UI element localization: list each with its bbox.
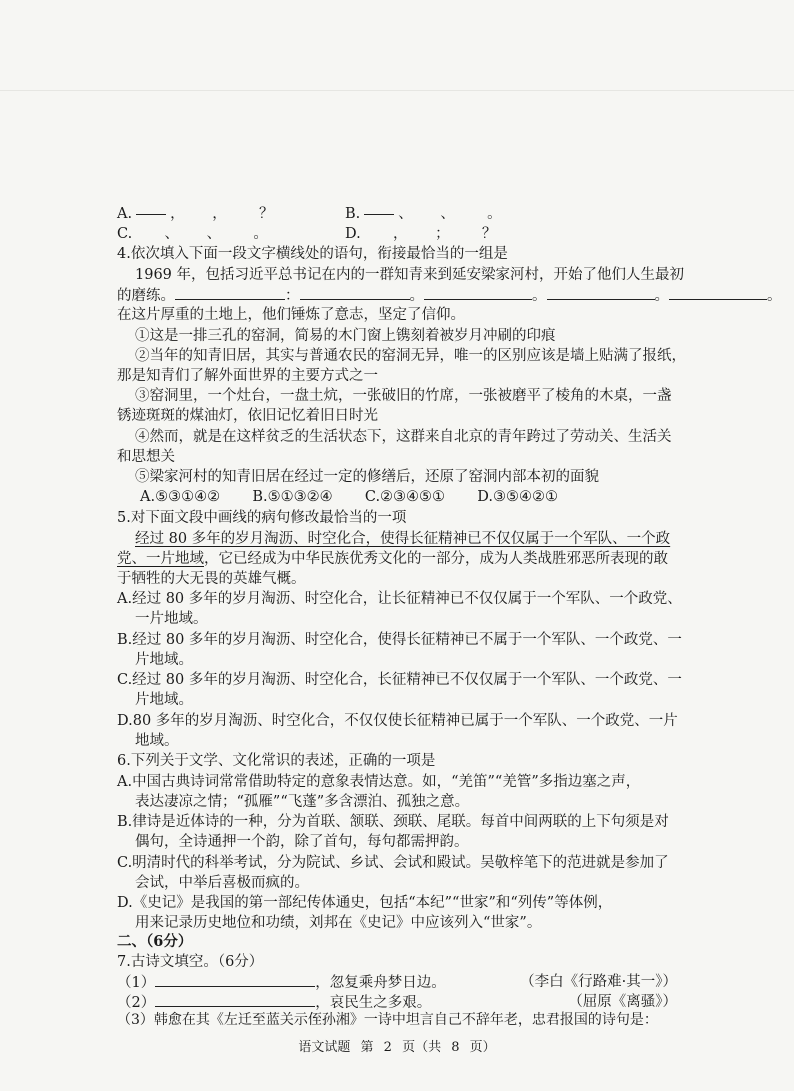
q5-option-b1: B.经过 80 多年的岁月淘沥、时空化合，使得长征精神已不属于一个军队、一个政党、一 bbox=[117, 632, 682, 648]
q4-text-e: 。 bbox=[654, 288, 669, 304]
q4-text-c: 。 bbox=[409, 288, 424, 304]
q6-stem: 6.下列关于文学、文化常识的表述，正确的一项是 bbox=[117, 753, 436, 769]
option-c-text: C. 、 、 。 bbox=[117, 226, 268, 242]
q4-sentence-2b: 那是知青们了解外面世界的主要方式之一 bbox=[117, 368, 378, 384]
q4-text-b: ： bbox=[285, 288, 300, 304]
section-heading-2: 二、（6分） bbox=[117, 933, 193, 950]
q7-line-2-source: （屈原《离骚》） bbox=[568, 994, 677, 1010]
q6-option-a1: A.中国古典诗词常常借助特定的意象表情达意。如，“羌笛”“羌管”多指边塞之声， bbox=[117, 774, 641, 790]
q4-blank-3[interactable] bbox=[424, 285, 532, 300]
q4-para-line3: 在这片厚重的土地上，他们锤炼了意志，坚定了信仰。 bbox=[117, 307, 465, 323]
footer-page-number: 第 2 页（共 8 页） bbox=[360, 1040, 496, 1055]
footer-subject: 语文试题 bbox=[298, 1040, 351, 1055]
q4-sentence-1: ①这是一排三孔的窑洞，简易的木门窗上镌刻着被岁月冲刷的印痕 bbox=[135, 328, 556, 344]
option-a-dash bbox=[136, 214, 166, 215]
q7-stem: 7.古诗文填空。（6分） bbox=[117, 954, 264, 970]
q5-option-c2: 片地域。 bbox=[135, 692, 193, 708]
q4-text-f: 。 bbox=[767, 288, 782, 304]
option-a-label: A. bbox=[117, 206, 133, 222]
option-d-text: D. ， ； ？ bbox=[345, 226, 497, 242]
option-a-text: ， ， ？ bbox=[170, 206, 274, 222]
q5-option-a2: 一片地域。 bbox=[135, 611, 208, 627]
q5-para-line1: 经过 80 多年的岁月淘沥、时空化合，使得长征精神已不仅仅属于一个军队、一个政 bbox=[135, 531, 671, 547]
scan-edge-line bbox=[0, 90, 794, 91]
q4-sentence-4a: ④然而，就是在这样贫乏的生活状态下，这群来自北京的青年跨过了劳动关、生活关 bbox=[135, 429, 672, 445]
q4-text-a: 的磨练。 bbox=[117, 288, 175, 304]
q4-sentence-5: ⑤梁家河村的知青旧居在经过一定的修缮后，还原了窑洞内部本初的面貌 bbox=[135, 469, 599, 485]
q7-line-1 bbox=[117, 972, 677, 993]
option-row-cd bbox=[117, 224, 497, 244]
q5-option-b2: 片地域。 bbox=[135, 652, 193, 668]
q5-underlined-end: 党、一片地域 bbox=[117, 551, 204, 567]
q4-sentence-3a: ③窑洞里，一个灶台，一盘土炕，一张破旧的竹席，一张被磨平了棱角的木桌，一盏 bbox=[135, 388, 672, 404]
option-row-ab bbox=[117, 204, 502, 224]
q7-line-3: （3）韩愈在其《左迁至蓝关示侄孙湘》一诗中坦言自己不辞年老，忠君报国的诗句是： bbox=[117, 1012, 658, 1028]
q6-option-a2: 表达凄凉之情；“孤雁”“飞蓬”多含漂泊、孤独之意。 bbox=[135, 794, 470, 810]
q4-text-d: 。 bbox=[532, 288, 547, 304]
q7-line-2-number: （2） bbox=[117, 995, 156, 1011]
q7-line-1-source: （李白《行路难·其一》） bbox=[520, 974, 677, 990]
page-footer bbox=[0, 1036, 794, 1055]
q6-option-b1: B.律诗是近体诗的一种，分为首联、颔联、颈联、尾联。每首中间两联的上下句须是对 bbox=[117, 814, 669, 830]
q6-option-d1: D.《史记》是我国的第一部纪传体通史，包括“本纪”“世家”和“列传”等体例， bbox=[117, 895, 613, 911]
q5-option-a1: A.经过 80 多年的岁月淘沥、时空化合，让长征精神已不仅仅属于一个军队、一个政党、 bbox=[117, 591, 682, 607]
q5-para-line2 bbox=[117, 549, 668, 569]
q4-blank-4[interactable] bbox=[547, 285, 655, 300]
q7-line-2-text: ，哀民生之多艰。 bbox=[315, 995, 432, 1011]
q7-blank-2[interactable] bbox=[155, 992, 315, 1007]
q5-option-d1: D.80 多年的岁月淘沥、时空化合，不仅仅使长征精神已属于一个军队、一个政党、一片 bbox=[117, 713, 678, 729]
q5-para-rest: ，它已经成为中华民族优秀文化的一部分，成为人类战胜邪恶所表现的敢 bbox=[204, 551, 668, 567]
q4-stem: 4.依次填入下面一段文字横线处的语句，衔接最恰当的一组是 bbox=[117, 246, 508, 262]
q6-option-c2: 会试，中举后喜极而疯的。 bbox=[135, 875, 309, 891]
q7-line-1-text: ，忽复乘舟梦日边。 bbox=[315, 975, 446, 991]
q6-option-d2: 用来记录历史地位和功绩，刘邦在《史记》中应该列入“世家”。 bbox=[135, 915, 542, 931]
q4-blank-2[interactable] bbox=[300, 285, 410, 300]
q5-stem: 5.对下面文段中画线的病句修改最恰当的一项 bbox=[117, 510, 407, 526]
q6-option-c1: C.明清时代的科举考试，分为院试、乡试、会试和殿试。吴敬梓笔下的范进就是参加了 bbox=[117, 855, 669, 871]
q4-options: A.⑤③①④② B.⑤①③②④ C.②③④⑤① D.③⑤④②① bbox=[140, 489, 559, 505]
q5-para-line3: 于牺牲的大无畏的英雄气概。 bbox=[117, 571, 306, 587]
q4-sentence-4b: 和思想关 bbox=[117, 449, 175, 465]
q7-blank-1[interactable] bbox=[155, 972, 315, 987]
q4-sentence-3b: 锈迹斑斑的煤油灯，依旧记忆着旧日时光 bbox=[117, 408, 378, 424]
q4-blank-1[interactable] bbox=[175, 285, 285, 300]
option-b-label: B. bbox=[345, 206, 361, 222]
q4-para-line1: 1969 年，包括习近平总书记在内的一群知青来到延安梁家河村，开始了他们人生最初 bbox=[135, 267, 685, 283]
option-b-dash bbox=[364, 214, 394, 215]
q4-sentence-2a: ②当年的知青旧居，其实与普通农民的窑洞无异，唯一的区别应该是墙上贴满了报纸， bbox=[135, 348, 686, 364]
q7-line-1-number: （1） bbox=[117, 975, 156, 991]
q5-option-c1: C.经过 80 多年的岁月淘沥、时空化合，长征精神已不仅仅属于一个军队、一个政党、一 bbox=[117, 672, 682, 688]
q5-option-d2: 地域。 bbox=[135, 733, 179, 749]
q4-para-line2 bbox=[117, 285, 782, 306]
q6-option-b2: 偶句，全诗通押一个韵，除了首句，每句都需押韵。 bbox=[135, 834, 469, 850]
option-b-text: 、 、 。 bbox=[398, 206, 502, 222]
q4-blank-5[interactable] bbox=[669, 285, 767, 300]
